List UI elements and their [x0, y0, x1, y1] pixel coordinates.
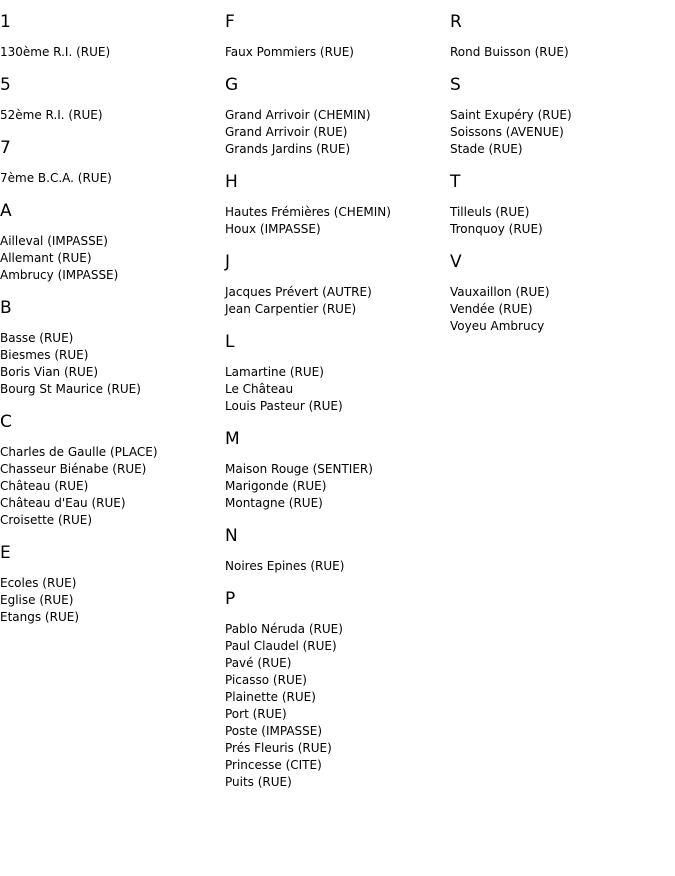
street-link[interactable]: Pablo Néruda (RUE)	[225, 622, 343, 636]
letter-heading: A	[0, 201, 12, 221]
street-link[interactable]: Princesse (CITE)	[225, 758, 322, 772]
street-link[interactable]: Lamartine (RUE)	[225, 365, 324, 379]
street-link[interactable]: Biesmes (RUE)	[0, 348, 89, 362]
street-link[interactable]: Faux Pommiers (RUE)	[225, 45, 354, 59]
letter-heading: 1	[0, 12, 11, 32]
street-link[interactable]: Allemant (RUE)	[0, 251, 92, 265]
street-link[interactable]: Houx (IMPASSE)	[225, 222, 321, 236]
letter-section	[225, 250, 445, 318]
street-link[interactable]: Tilleuls (RUE)	[450, 205, 530, 219]
street-link[interactable]: Paul Claudel (RUE)	[225, 639, 337, 653]
street-link[interactable]: Grand Arrivoir (CHEMIN)	[225, 108, 371, 122]
street-link[interactable]: Puits (RUE)	[225, 775, 292, 789]
letter-heading: F	[225, 12, 235, 32]
letter-heading: M	[225, 429, 240, 449]
letter-section	[0, 73, 220, 124]
letter-section	[225, 10, 445, 61]
letter-section	[0, 296, 220, 398]
street-link[interactable]: Ambrucy (IMPASSE)	[0, 268, 119, 282]
street-link[interactable]: Bourg St Maurice (RUE)	[0, 382, 141, 396]
street-link[interactable]: Grands Jardins (RUE)	[225, 142, 351, 156]
letter-heading: R	[450, 12, 462, 32]
street-link[interactable]: Vauxaillon (RUE)	[450, 285, 550, 299]
street-index-column-2	[225, 10, 445, 803]
street-link[interactable]: Picasso (RUE)	[225, 673, 307, 687]
letter-heading: T	[450, 172, 461, 192]
letter-heading: C	[0, 412, 12, 432]
street-link[interactable]: Stade (RUE)	[450, 142, 523, 156]
letter-heading: B	[0, 298, 12, 318]
letter-section	[450, 170, 670, 238]
street-link[interactable]: 7ème B.C.A. (RUE)	[0, 171, 112, 185]
letter-heading: S	[450, 75, 461, 95]
street-link[interactable]: Plainette (RUE)	[225, 690, 316, 704]
letter-heading: H	[225, 172, 238, 192]
street-link[interactable]: Ailleval (IMPASSE)	[0, 234, 108, 248]
street-link[interactable]: Jean Carpentier (RUE)	[225, 302, 357, 316]
letter-heading: E	[0, 543, 11, 563]
street-link[interactable]: 130ème R.I. (RUE)	[0, 45, 111, 59]
letter-section	[225, 427, 445, 512]
letter-section	[0, 136, 220, 187]
street-index-column-1	[0, 10, 220, 638]
letter-heading: P	[225, 589, 236, 609]
letter-section	[450, 73, 670, 158]
letter-section	[0, 410, 220, 529]
street-link[interactable]: Basse (RUE)	[0, 331, 74, 345]
street-link[interactable]: Louis Pasteur (RUE)	[225, 399, 343, 413]
street-link[interactable]: Tronquoy (RUE)	[450, 222, 543, 236]
letter-heading: V	[450, 252, 462, 272]
street-link[interactable]: Noires Epines (RUE)	[225, 559, 345, 573]
letter-section	[225, 587, 445, 791]
street-index-column-3	[450, 10, 670, 347]
letter-section	[0, 199, 220, 284]
street-link[interactable]: Voyeu Ambrucy	[450, 319, 545, 333]
letter-section	[225, 330, 445, 415]
street-link[interactable]: Marigonde (RUE)	[225, 479, 327, 493]
street-link[interactable]: Grand Arrivoir (RUE)	[225, 125, 348, 139]
street-link[interactable]: Chasseur Biénabe (RUE)	[0, 462, 147, 476]
street-link[interactable]: Château d'Eau (RUE)	[0, 496, 126, 510]
letter-section	[225, 170, 445, 238]
street-link[interactable]: Port (RUE)	[225, 707, 287, 721]
street-link[interactable]: Boris Vian (RUE)	[0, 365, 99, 379]
street-link[interactable]: Hautes Frémières (CHEMIN)	[225, 205, 391, 219]
letter-section	[450, 250, 670, 335]
street-link[interactable]: Montagne (RUE)	[225, 496, 323, 510]
street-link[interactable]: Soissons (AVENUE)	[450, 125, 564, 139]
street-link[interactable]: Eglise (RUE)	[0, 593, 74, 607]
letter-heading: N	[225, 526, 238, 546]
street-link[interactable]: Saint Exupéry (RUE)	[450, 108, 572, 122]
street-link[interactable]: Etangs (RUE)	[0, 610, 79, 624]
street-link[interactable]: Poste (IMPASSE)	[225, 724, 323, 738]
street-link[interactable]: Rond Buisson (RUE)	[450, 45, 569, 59]
street-link[interactable]: Pavé (RUE)	[225, 656, 292, 670]
street-link[interactable]: Charles de Gaulle (PLACE)	[0, 445, 158, 459]
street-link[interactable]: Prés Fleuris (RUE)	[225, 741, 332, 755]
street-link[interactable]: Maison Rouge (SENTIER)	[225, 462, 373, 476]
street-link[interactable]: Vendée (RUE)	[450, 302, 533, 316]
letter-heading: J	[225, 252, 231, 272]
letter-section	[225, 73, 445, 158]
letter-heading: 7	[0, 138, 11, 158]
letter-heading: G	[225, 75, 239, 95]
street-link[interactable]: Château (RUE)	[0, 479, 89, 493]
street-link[interactable]: Ecoles (RUE)	[0, 576, 77, 590]
street-link[interactable]: Le Château	[225, 382, 294, 396]
street-link[interactable]: 52ème R.I. (RUE)	[0, 108, 103, 122]
letter-section	[225, 524, 445, 575]
letter-section	[0, 10, 220, 61]
letter-section	[450, 10, 670, 61]
letter-heading: L	[225, 332, 235, 352]
letter-section	[0, 541, 220, 626]
letter-heading: 5	[0, 75, 11, 95]
street-link[interactable]: Jacques Prévert (AUTRE)	[225, 285, 372, 299]
street-link[interactable]: Croisette (RUE)	[0, 513, 93, 527]
